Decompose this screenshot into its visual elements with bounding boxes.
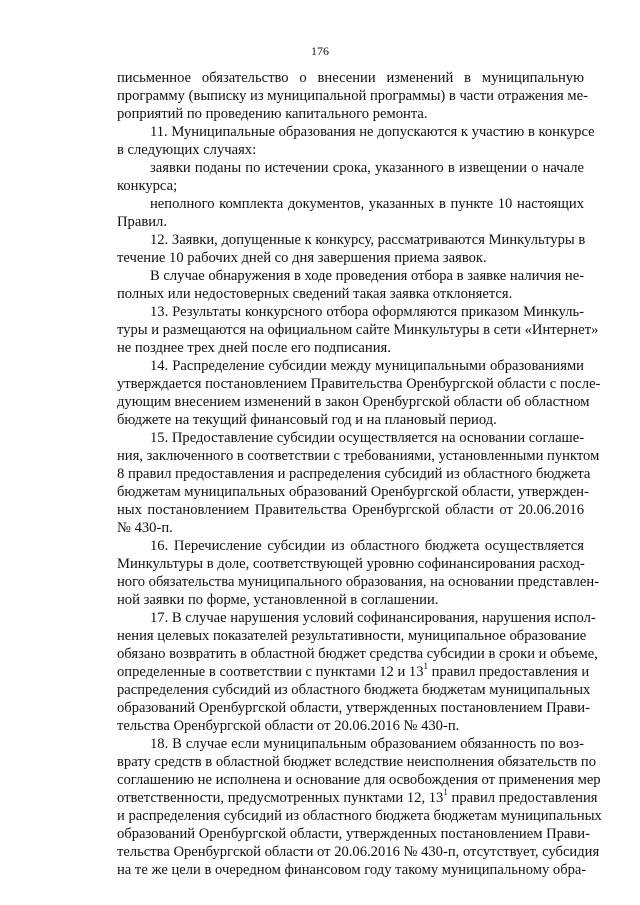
text-line: 18. В случае если муниципальным образованием обязанность по воз- xyxy=(150,736,584,752)
text-line: 15. Предоставление субсидии осуществляется на основании соглаше- xyxy=(150,430,585,446)
text-line: ной заявки по форме, установленной в соглашении. xyxy=(117,592,439,608)
text-line: тельства Оренбургской области от 20.06.2016 № 430-п. xyxy=(117,718,460,734)
page-number: 176 xyxy=(311,44,329,58)
text-segment: правил предоставления и xyxy=(431,664,590,680)
text-line: не позднее трех дней после его подписания. xyxy=(117,340,391,356)
text-line: заявки поданы по истечении срока, указанного в извещении о начале xyxy=(150,160,584,176)
text-line: ния, заключенного в соответствии с требованиями, установленными пунктом xyxy=(117,448,600,464)
text-line: 13. Результаты конкурсного отбора оформляются приказом Минкуль- xyxy=(150,304,584,320)
text-line: 11. Муниципальные образования не допускаются к участию в конкурсе xyxy=(150,124,595,140)
text-line: врату средств в областной бюджет вследствие неисполнения обязательств по xyxy=(117,754,597,770)
text-line: образований Оренбургской области, утвержденных постановлением Прави- xyxy=(117,826,590,842)
text-segment: определенные в соответствии с пунктами 12 и 13 xyxy=(117,664,424,680)
text-line: и распределения субсидий из областного бюджета бюджетам муниципальных xyxy=(117,808,602,824)
text-line: нения целевых показателей результативности, муниципальное образование xyxy=(117,628,587,644)
superscript: 1 xyxy=(443,787,448,798)
text-line: программу (выписку из муниципальной программы) в части отражения ме- xyxy=(117,88,588,104)
text-line: ных постановлением Правительства Оренбургской области от 20.06.2016 xyxy=(117,502,584,518)
text-line: 8 правил предоставления и распределения субсидий из областного бюджета xyxy=(117,466,591,482)
text-line: распределения субсидий из областного бюджета бюджетам муниципальных xyxy=(117,682,591,698)
text-line: образований Оренбургской области, утвержденных постановлением Прави- xyxy=(117,700,590,716)
text-line: бюджетам муниципальных образований Оренбургской области, утвержден- xyxy=(117,484,589,500)
text-line: № 430-п. xyxy=(117,520,173,536)
text-line: течение 10 рабочих дней со дня завершения приема заявок. xyxy=(117,250,487,266)
text-line: 16. Перечисление субсидии из областного бюджета осуществляется xyxy=(150,538,584,554)
text-line: дующим внесением изменений в закон Оренбургской области об областном xyxy=(117,394,590,410)
text-line: на те же цели в очередном финансовом году такому муниципальному обра- xyxy=(117,862,587,878)
text-line: туры и размещаются на официальном сайте Минкультуры в сети «Интернет» xyxy=(117,322,599,338)
text-line: обязано возвратить в областной бюджет средства субсидии в сроки и объеме, xyxy=(117,646,598,662)
superscript: 1 xyxy=(423,661,429,672)
text-line: роприятий по проведению капитального ремонта. xyxy=(117,106,428,122)
text-line: в следующих случаях: xyxy=(117,142,257,158)
text-line: бюджете на текущий финансовый год и на плановый период. xyxy=(117,412,497,428)
text-line: Минкультуры в доле, соответствующей уровню софинансирования расход- xyxy=(117,556,585,572)
text-line: 12. Заявки, допущенные к конкурсу, рассматриваются Минкультуры в xyxy=(150,232,586,248)
text-line: тельства Оренбургской области от 20.06.2016 № 430-п, отсутствует, субсидия xyxy=(117,844,600,860)
text-line: 17. В случае нарушения условий софинансирования, нарушения испол- xyxy=(150,610,596,626)
text-line: соглашению не исполнена и основание для освобождения от применения мер xyxy=(117,772,601,788)
text-segment: ответственности, предусмотренных пунктами 12, 13 xyxy=(117,790,444,806)
text-line: 14. Распределение субсидии между муниципальными образованиями xyxy=(150,358,584,374)
text-line: ного обязательства муниципального образования, на основании представлен- xyxy=(117,574,600,590)
text-line-with-superscript xyxy=(117,661,590,681)
text-line: Правил. xyxy=(117,214,167,230)
text-line: утверждается постановлением Правительства Оренбургской области с после- xyxy=(117,376,601,392)
text-line: письменное обязательство о внесении изменений в муниципальную xyxy=(117,70,584,86)
text-segment: правил предоставления xyxy=(451,790,598,806)
text-line: полных или недостоверных сведений такая заявка отклоняется. xyxy=(117,286,513,302)
text-line: конкурса; xyxy=(117,178,178,194)
text-line-with-superscript xyxy=(117,787,598,807)
text-line: В случае обнаружения в ходе проведения отбора в заявке наличия не- xyxy=(150,268,585,284)
text-line: неполного комплекта документов, указанных в пункте 10 настоящих xyxy=(150,196,584,212)
